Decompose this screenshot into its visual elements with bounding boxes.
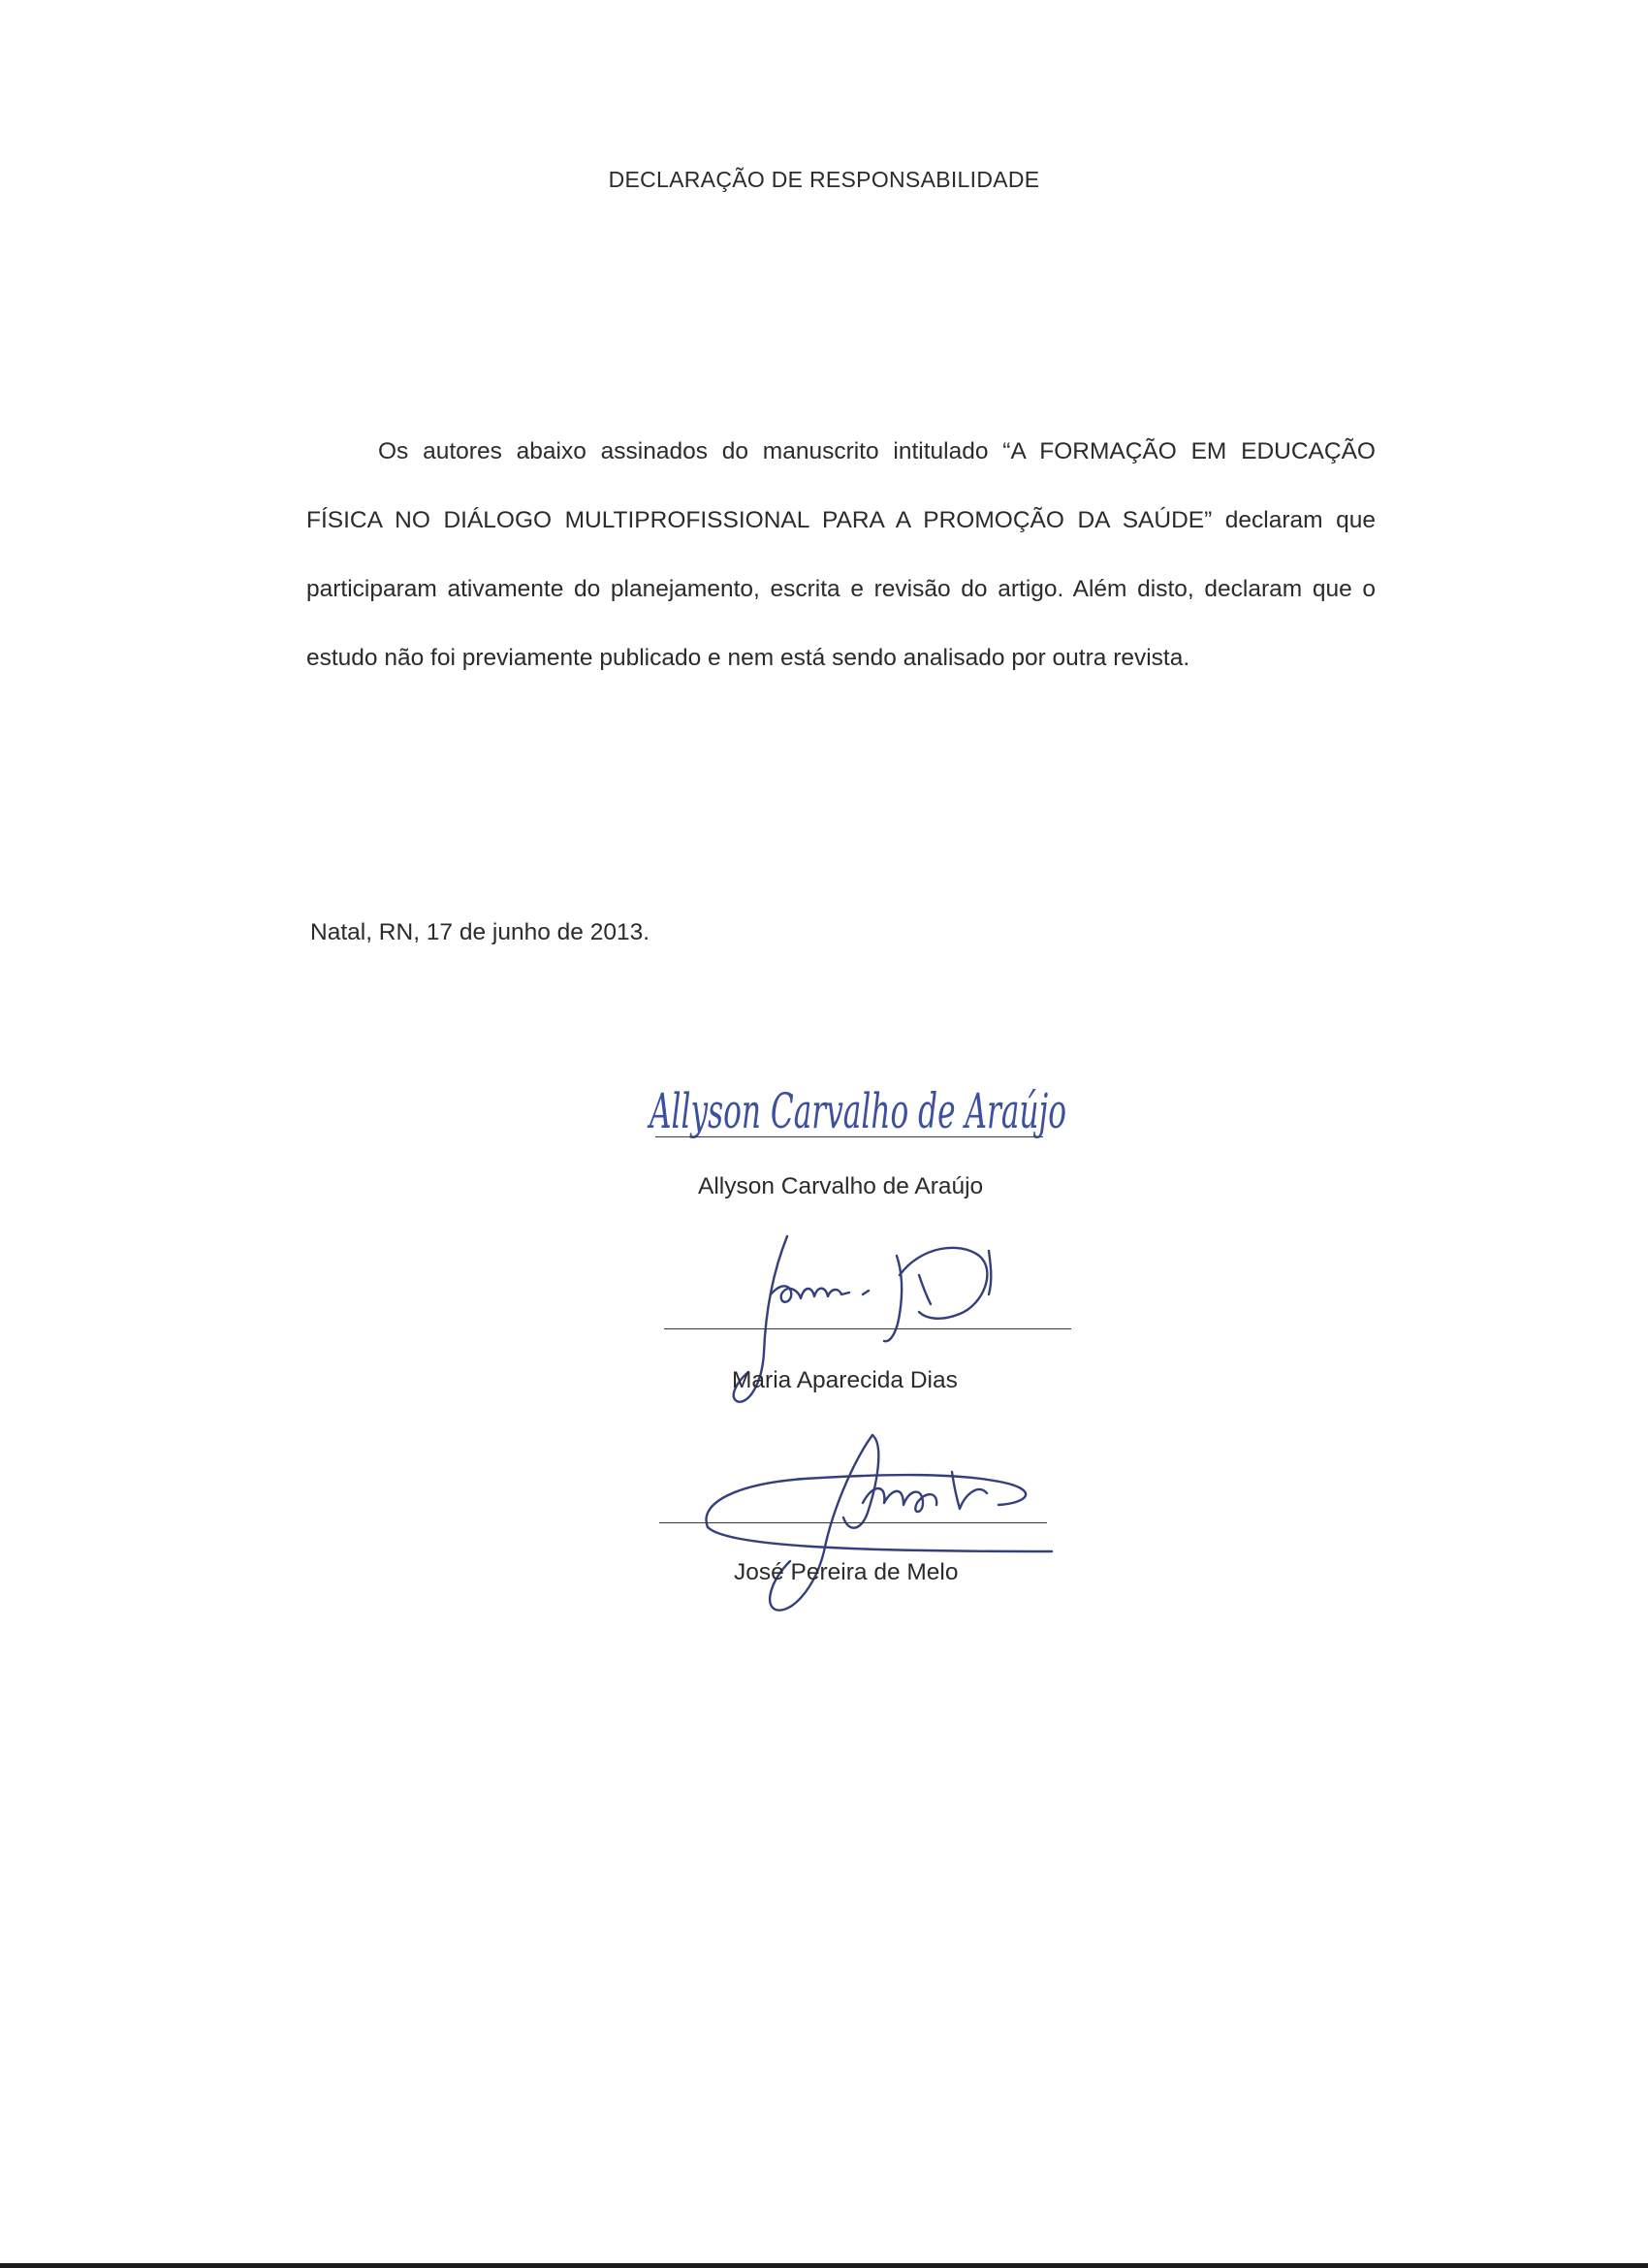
signer-name-3: José Pereira de Melo xyxy=(734,1559,959,1585)
document-title: DECLARAÇÃO DE RESPONSABILIDADE xyxy=(608,167,1040,192)
svg-text:Allyson Carvalho de Araújo: Allyson Carvalho de Araújo xyxy=(647,1083,1066,1139)
scan-edge xyxy=(0,2263,1648,2268)
signature-line-1 xyxy=(655,1136,1043,1137)
place-and-date: Natal, RN, 17 de junho de 2013. xyxy=(310,919,650,945)
signature-line-3 xyxy=(659,1522,1047,1523)
signer-name-1: Allyson Carvalho de Araújo xyxy=(698,1173,984,1199)
handwritten-signature-3 xyxy=(679,1425,1066,1629)
signature-line-2 xyxy=(664,1328,1071,1329)
signer-name-2: Maria Aparecida Dias xyxy=(732,1367,958,1393)
declaration-paragraph: Os autores abaixo assinados do manuscrito intitulado “A FORMAÇÃO EM EDUCAÇÃO FÍSICA NO DIÁLOGO MULTIPROFISSIONAL PARA A PROMOÇÃO DA SAÚDE” declaram que participaram ativamente do planejamento, escrita e revisão do artigo. Além disto, declaram que o estudo não foi previamente publicado e nem está sendo analisado por outra revista. xyxy=(306,438,1376,671)
